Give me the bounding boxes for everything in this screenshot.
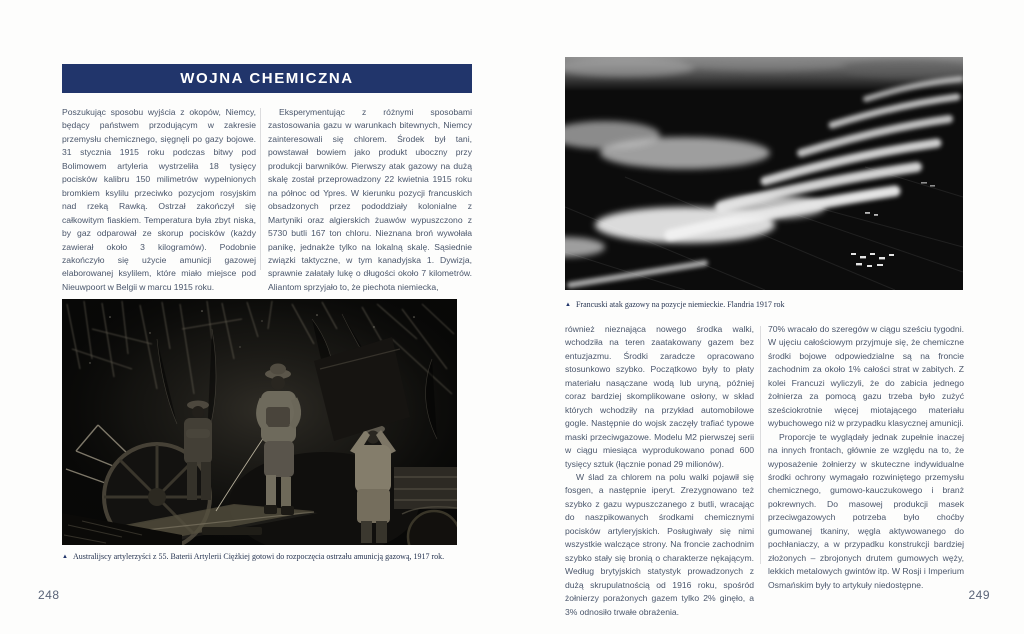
body-paragraph: Eksperymentując z różnymi sposobami zastosowania gazu w warunkach bitewnych, Niemcy zainteresowali się chlorem. Środek był tani, powstawał bowiem jako produkt uboczny przy produkcji barwników. Pierwszy atak gazowy na dużą skalę został przeprowadzony 22 kwietnia 1915 roku na północ od Ypres. W kierunku pozycji francuskich obsadzonych przez pododdziały kolonialne z Martyniki oraz algierskich żuawów wypuszczono z 5730 butli 167 ton chloru. Nieznana broń wywołała panikę, jednakże tylko na lokalną skalę. Sąsiednie związki taktyczne, w tym kanadyjska 1. Dywizja, sprawnie załatały lukę o długości około 7 kilometrów. Aliantom sprzyjało to, że piechota niemiecka, (268, 107, 472, 292)
trench-night-photo (62, 299, 457, 545)
caption-text: Australijscy artylerzyści z 55. Baterii Artylerii Ciężkiej gotowi do rozpoczęcia ostrzału amunicją gazową, 1917 rok. (72, 552, 445, 561)
left-page-column-1 (62, 106, 256, 294)
body-paragraph: również nieznająca nowego środka walki, wchodziła na teren zaatakowany gazem bez entuzjazmu. Środki zaradcze opracowano stosunkowo szybko. Początkowo były to płaty materiału nasączane wodą lub uryną, później coraz bardziej skomplikowane osłony, w skład których wchodziły na przykład automobilowe gogle. Następnie do wojsk zaczęły trafiać typowe maski przeciwgazowe. Modelu M2 pierwszej serii w ciągu miesiąca wyprodukowano ponad 600 tysięcy sztuk (łącznie ponad 29 milionów). (565, 324, 754, 469)
right-page-column-2 (768, 323, 964, 592)
caption-arrow-icon: ▲ (565, 302, 571, 308)
caption-arrow-icon: ▲ (62, 554, 68, 560)
body-paragraph: Poszukując sposobu wyjścia z okopów, Niemcy, będący państwem przodującym w zakresie przemysłu chemicznego, sięgnęli po gazy bojowe. 31 stycznia 1915 roku podczas bitwy pod Bolimowem artyleria wystrzeliła 18 tysięcy pocisków kalibru 150 milimetrów wypełnionych bromkiem ksylilu przeciwko pozycjom rosyjskim nad rzeką Rawką. Ostrzał zakończył się całkowitym fiaskiem. Temperatura była zbyt niska, by gaz odparował ze skorup pocisków (każdy zawierał około 3 kilogramów). Podobnie zakończyło się użycie amunicji gazowej elaborowanej ksylilem, które miało miejsce pod Nieuwpoort w Belgii w marcu 1915 roku. (62, 107, 256, 292)
body-paragraph: Proporcje te wyglądały jednak zupełnie inaczej na innych frontach, głównie ze względu na to, że wyposażenie żołnierzy w skuteczne indywidualne środki ochrony wymagało rozwiniętego przemysłu chemicznego, gumowo-kauczukowego i branż pokrewnych. Do masowej produkcji masek przeciwgazowych potrzeba było choćby gumowanej tkaniny, węgla aktywowanego do pochłaniaczy, a w przypadku konstrukcji bardziej złożonych – zbrojonych drutem gumowych węży, lekkich metalowych gwintów itp. W Rosji i Imperium Osmańskim były to artykuły niedostępne. (768, 431, 964, 590)
column-divider (760, 326, 761, 564)
page-number-left: 248 (38, 588, 60, 602)
gas-attack-photo (565, 57, 963, 290)
caption-text: Francuski atak gazowy na pozycje niemieckie. Flandria 1917 rok (575, 300, 785, 309)
right-page-column-1 (565, 323, 754, 619)
photo-gas-attack (565, 57, 963, 290)
photo-caption-right (565, 300, 965, 310)
body-paragraph: W ślad za chlorem na polu walki pojawił się fosgen, a następnie iperyt. Zrezygnowano też szybko z gazu wypuszczanego z butli, wracając do naszpikowanych środkami chemicznymi pocisków artyleryjskich. Posługiwały się nimi wszystkie walczące strony. Na froncie zachodnim szybko stały się bronią o charakterze nękającym. Według brytyjskich statystyk prowadzonych z dużą skrupulatnością od 1916 roku, spośród żołnierzy porażonych gazem tylko 2% ginęło, a 3% odnosiło trwałe obrażenia. (565, 471, 754, 617)
body-paragraph: 70% wracało do szeregów w ciągu sześciu tygodni. W ujęciu całościowym przyjmuje się, że chemiczne środki bojowe odpowiedzialne są na froncie zachodnim za około 1% całości strat w zabitych. Z kolei Francuzi wyliczyli, że do zabicia jednego żołnierza za pomocą gazu trzeba było zużyć sześciokrotnie więcej miotającego materiału wybuchowego niż w przypadku klasycznej amunicji. (768, 324, 964, 429)
chapter-title-banner (62, 64, 472, 93)
photo-caption-left (62, 552, 466, 562)
column-divider (260, 108, 261, 270)
page-number-right: 249 (968, 588, 990, 602)
photo-australian-artillery (62, 299, 457, 545)
left-page-column-2 (268, 106, 472, 294)
chapter-title: WOJNA CHEMICZNA (180, 70, 354, 87)
